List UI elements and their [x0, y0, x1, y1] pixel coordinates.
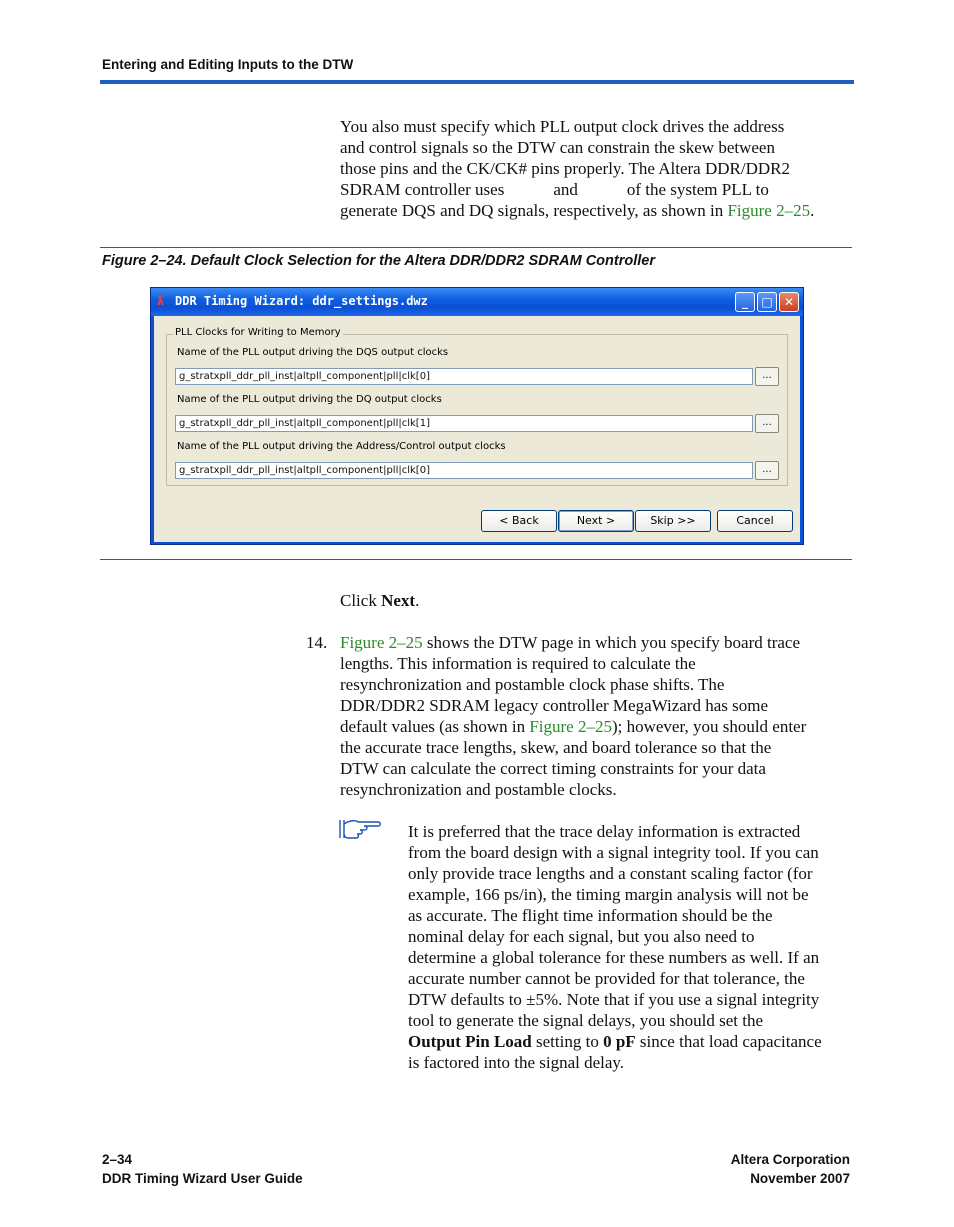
para2-line: the accurate trace lengths, skew, and board tolerance so that the — [340, 738, 772, 757]
note-line: from the board design with a signal integrity tool. If you can — [408, 843, 819, 862]
step14-paragraph — [340, 632, 860, 800]
footer-left — [102, 1150, 303, 1188]
figure-caption: Figure 2–24. Default Clock Selection for the Altera DDR/DDR2 SDRAM Controller — [102, 253, 655, 269]
dqs-clock-input[interactable]: g_stratxpll_ddr_pll_inst|altpll_component|pll|clk[0] — [175, 368, 753, 385]
intro-paragraph — [340, 116, 860, 221]
note-paragraph — [408, 821, 853, 1073]
running-header: Entering and Editing Inputs to the DTW — [102, 57, 354, 72]
para2-line: Figure 2–25 shows the DTW page in which you specify board trace — [340, 633, 800, 652]
note-line: tool to generate the signal delays, you should set the — [408, 1011, 764, 1030]
note-line: determine a global tolerance for these numbers as well. If an — [408, 948, 820, 967]
para2-line: lengths. This information is required to calculate the — [340, 654, 696, 673]
para1-line: SDRAM controller uses and of the system PLL to — [340, 180, 769, 199]
para2-line: DTW can calculate the correct timing constraints for your data — [340, 759, 766, 778]
doc-title: DDR Timing Wizard User Guide — [102, 1171, 303, 1186]
figure-link[interactable]: Figure 2–25 — [727, 201, 811, 220]
note-line: example, 166 ps/in), the timing margin analysis will not be — [408, 885, 809, 904]
para2-line: resynchronization and postamble clocks. — [340, 780, 617, 799]
address-clock-label: Name of the PLL output driving the Address/Control output clocks — [177, 441, 506, 452]
para2-line: resynchronization and postamble clock phase shifts. The — [340, 675, 725, 694]
dq-clock-input[interactable]: g_stratxpll_ddr_pll_inst|altpll_component|pll|clk[1] — [175, 415, 753, 432]
next-button[interactable]: Next > — [558, 510, 634, 532]
skip-button[interactable]: Skip >> — [635, 510, 711, 532]
dqs-browse-button[interactable]: ... — [755, 367, 779, 386]
figure-bottom-rule — [100, 559, 852, 560]
note-line: nominal delay for each signal, but you also need to — [408, 927, 755, 946]
para1-line: You also must specify which PLL output clock drives the address — [340, 117, 785, 136]
minimize-button[interactable]: _ — [735, 292, 755, 312]
address-browse-button[interactable]: ... — [755, 461, 779, 480]
publication-date: November 2007 — [750, 1171, 850, 1186]
pll-clocks-group — [166, 327, 788, 486]
close-button[interactable]: ✕ — [779, 292, 799, 312]
note-line: DTW defaults to ±5%. Note that if you use a signal integrity — [408, 990, 820, 1009]
note-line: Output Pin Load setting to 0 pF since that load capacitance — [408, 1032, 822, 1051]
click-next-text: Click Next. — [340, 591, 420, 610]
para2-line: default values (as shown in Figure 2–25); however, you should enter — [340, 717, 807, 736]
page-number: 2–34 — [102, 1152, 133, 1167]
note-line: only provide trace lengths and a constant scaling factor (for — [408, 864, 813, 883]
note-line: as accurate. The flight time information should be the — [408, 906, 773, 925]
dq-browse-button[interactable]: ... — [755, 414, 779, 433]
dqs-clock-label: Name of the PLL output driving the DQS output clocks — [177, 347, 449, 358]
para1-line: those pins and the CK/CK# pins properly. The Altera DDR/DDR2 — [340, 159, 790, 178]
group-label: PLL Clocks for Writing to Memory — [175, 327, 341, 338]
para1-line: and control signals so the DTW can constrain the skew between — [340, 138, 775, 157]
para1-line: generate DQS and DQ signals, respectively, as shown in Figure 2–25. — [340, 201, 815, 220]
dq-clock-label: Name of the PLL output driving the DQ output clocks — [177, 394, 442, 405]
altera-logo-icon: ƛ — [157, 294, 165, 308]
note-line: accurate number cannot be provided for that tolerance, the — [408, 969, 805, 988]
footer-right — [600, 1150, 850, 1188]
figure-link[interactable]: Figure 2–25 — [529, 717, 612, 736]
company-name: Altera Corporation — [730, 1152, 850, 1167]
window-title: DDR Timing Wizard: ddr_settings.dwz — [175, 294, 428, 308]
figure-link[interactable]: Figure 2–25 — [340, 633, 423, 652]
ddr-timing-wizard-window — [150, 287, 804, 545]
header-rule — [100, 80, 854, 84]
window-client-area — [154, 316, 800, 542]
back-button[interactable]: < Back — [481, 510, 557, 532]
note-line: is factored into the signal delay. — [408, 1053, 625, 1072]
pointing-hand-icon — [338, 818, 384, 840]
title-bar[interactable] — [151, 288, 803, 316]
address-clock-input[interactable]: g_stratxpll_ddr_pll_inst|altpll_component|pll|clk[0] — [175, 462, 753, 479]
maximize-button[interactable]: □ — [757, 292, 777, 312]
note-line: It is preferred that the trace delay information is extracted — [408, 822, 801, 841]
step-number: 14. — [306, 633, 328, 652]
figure-top-rule — [100, 247, 852, 248]
para2-line: DDR/DDR2 SDRAM legacy controller MegaWizard has some — [340, 696, 769, 715]
cancel-button[interactable]: Cancel — [717, 510, 793, 532]
